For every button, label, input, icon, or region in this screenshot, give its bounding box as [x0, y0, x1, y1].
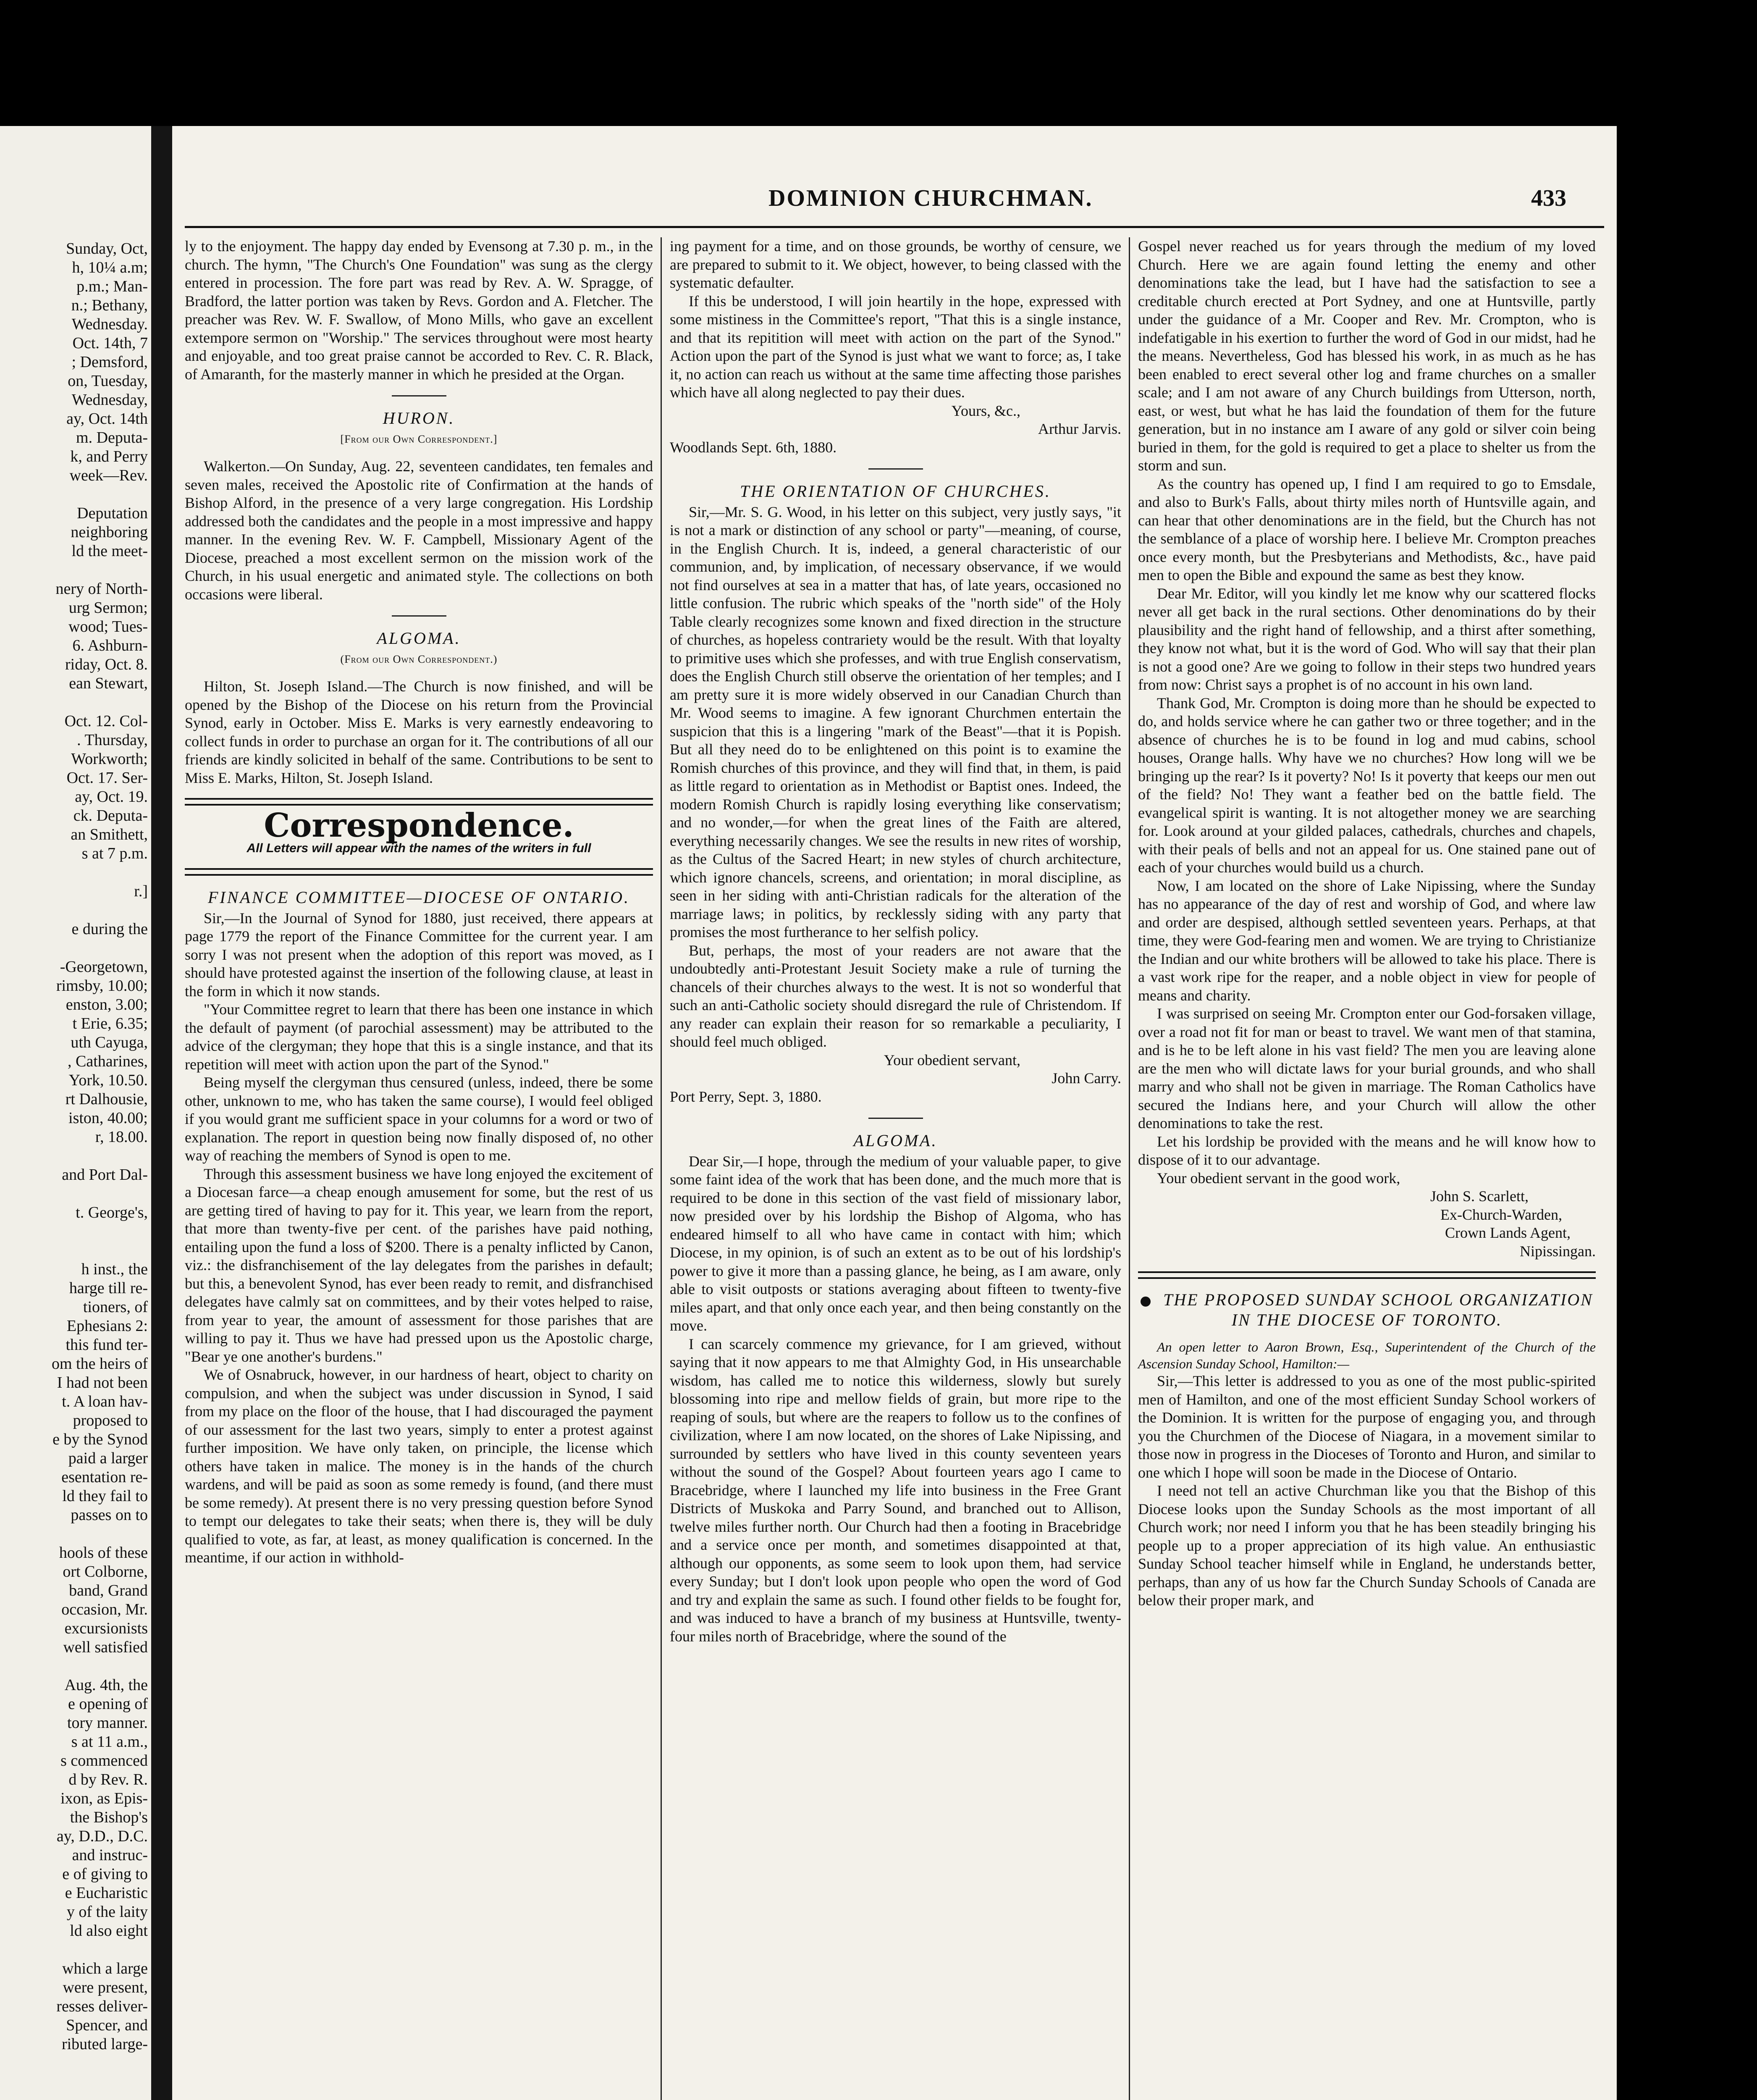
adjacent-page-line: occasion, Mr.: [61, 1601, 148, 1618]
header-rule: [185, 226, 1604, 228]
adjacent-page-line: passes on to: [71, 1506, 148, 1524]
adjacent-page-line: which a large: [62, 1960, 148, 1977]
adjacent-page-line: Sunday, Oct,: [66, 240, 148, 257]
scan-border: [1617, 126, 1757, 2100]
adjacent-page-line: Aug. 4th, the: [64, 1676, 148, 1694]
section-double-rule: [185, 868, 653, 876]
adjacent-page-line: s at 11 a.m.,: [71, 1733, 148, 1751]
adjacent-page-line: e Eucharistic: [65, 1884, 148, 1902]
section-divider: [392, 395, 446, 396]
adjacent-page-line: well satisfied: [63, 1638, 148, 1656]
adjacent-page-line: this fund ter-: [66, 1336, 148, 1354]
adjacent-page-line: I had not been: [57, 1374, 148, 1391]
column-2: [670, 237, 1121, 1646]
adjacent-page-line: Ephesians 2:: [66, 1317, 148, 1335]
adjacent-page-line: t Erie, 6.35;: [72, 1015, 148, 1032]
article-paragraph: Walkerton.—On Sunday, Aug. 22, seventeen candidates, ten females and seven males, received the Apostolic rite of Confirmation at the hands of Bishop Alford, in the presence of a very large congregation. His Lordship addressed both the candidates and the people in a most impressive and happy manner. In the evening Rev. W. F. Campbell, Missionary Agent of the Diocese, preached a most excellent sermon on the mission work of the Church, in his usual energetic and animated style. The collections on both occasions were liberal.: [185, 458, 653, 603]
letter-paragraph: Being myself the clergyman thus censured (unless, indeed, there be some other, unknown to me, who has taken the same course), I would feel obliged if you would grant me sufficient space in your columns for a word or two of explanation. The report in question being now finally disposed of, no other way of reaching the members of Synod is open to me.: [185, 1074, 653, 1164]
adjacent-page-line: Wednesday,: [71, 391, 148, 409]
page-header: [172, 185, 1617, 218]
adjacent-page-line: on, Tuesday,: [68, 372, 148, 390]
letter-paragraph: I need not tell an active Churchman like you that the Bishop of this Diocese looks upon the Sunday Schools as the most important of all Church work; nor need I inform you that he has been steadily bringing his people up to a proper appreciation of its high value. An enthusiastic Sunday School teacher himself while in England, he understands better, perhaps, than any of us how far the Church Sunday Schools of Canada are below their proper mark, and: [1138, 1482, 1596, 1609]
adjacent-page-line: ; Demsford,: [71, 353, 148, 371]
adjacent-page-line: ay, Oct. 19.: [75, 788, 148, 806]
adjacent-page-line: esentation re-: [61, 1468, 148, 1486]
adjacent-page-line: . Thursday,: [77, 731, 148, 749]
adjacent-page-line: y of the laity: [66, 1903, 148, 1921]
adjacent-page-line: e by the Synod: [52, 1431, 148, 1448]
adjacent-page-line: tioners, of: [83, 1298, 148, 1316]
column-3: [1138, 237, 1596, 1610]
letter-paragraph: We of Osnabruck, however, in our hardness of heart, object to charity on compulsion, and when the subject was under discussion in Synod, I said from my place on the floor of the house, that I had discouraged the payment of our assessment for the last two years, simply to enter a protest against further imposition. We have only taken, on principle, the license which others have taken in malice. The money is in the hands of the church wardens, and will be paid as soon as some remedy is found, (and there must be some remedy). At present there is no very pressing question before Synod to tempt our delegates to take their seats; when there is, they will be duly qualified to vote, as far, at least, as money qualification is concerned. In the meantime, if our action in withhold-: [185, 1366, 653, 1566]
correspondent-note: [From our Own Correspondent.]: [340, 433, 498, 445]
letter-closing: Yours, &c.,: [951, 402, 1020, 419]
adjacent-page-line: were present,: [63, 1979, 148, 1996]
letter-place-date: Woodlands Sept. 6th, 1880.: [670, 438, 837, 456]
adjacent-page-line: riday, Oct. 8.: [65, 656, 148, 673]
column-1: [185, 237, 653, 1567]
correspondence-note: All Letters will appear with the names of the writers in full: [247, 841, 591, 855]
adjacent-page-line: nery of North-: [55, 580, 148, 598]
adjacent-page-line: t. A loan hav-: [62, 1393, 148, 1410]
adjacent-page-line: Spencer, and: [66, 2016, 148, 2034]
section-divider: [868, 468, 923, 470]
adjacent-page-line: d by Rev. R.: [68, 1771, 148, 1788]
adjacent-page-line: n.; Bethany,: [71, 297, 148, 314]
letter-closing: Your obedient servant,: [884, 1051, 1020, 1068]
adjacent-page-line: rt Dalhousie,: [65, 1090, 148, 1108]
adjacent-page-line: e of giving to: [62, 1865, 148, 1883]
letter-heading-finance: FINANCE COMMITTEE—DIOCESE OF ONTARIO.: [208, 888, 630, 907]
adjacent-page-line: and instruc-: [72, 1846, 148, 1864]
adjacent-page-line: om the heirs of: [51, 1355, 148, 1373]
adjacent-page-line: ay, D.D., D.C.: [56, 1827, 148, 1845]
letter-paragraph: Sir,—In the Journal of Synod for 1880, just received, there appears at page 1779 the report of the Finance Committee for the current year. I am sorry I was not present when the adoption of this report was moved, as I should have protested against the insertion of the following clause, at least in the form in which it now stands.: [185, 909, 653, 1000]
section-heading-algoma: ALGOMA.: [377, 629, 461, 648]
letter-paragraph: Gospel never reached us for years through the medium of my loved Church. Here we are again found letting the enemy and other denominations take the lead, but I have had the satisfaction to see a creditable church erected at Port Sydney, and one at Huntsville, partly under the guidance of a Mr. Cooper and Rev. Mr. Crompton, who is indefatigable in his exertion to further the word of God in our midst, had he the means. Nevertheless, God has blessed his work, in as much as he has been enabled to erect several other log and frame churches on a smaller scale; and I am not aware of any Church buildings from Utterson, north, east, or west, but what he has laid the foundation of them for the future generation, but in no instance am I aware of any gold or silver coin being buried in them, for the gold is required to get a place to shelter us from the storm and sun.: [1138, 238, 1596, 474]
section-divider: [868, 1118, 923, 1119]
letter-paragraph: If this be understood, I will join heartily in the hope, expressed with some mistiness in the Committee's report, "That this is a single instance, and that its repitition will meet with action on the part of the Synod." Action upon the part of the Synod is just what we want to force; as, I take it, no action can reach us without at the same time affecting those parishes which have all along neglected to pay their dues.: [670, 292, 1121, 401]
section-divider: [392, 615, 446, 617]
letter-paragraph: "Your Committee regret to learn that there has been one instance in which the default of payment (of parochial assessment) may be attributed to the advice of the clergyman; they hope that this is a single instance, and that its repetition will meet with action upon the part of the Synod.": [185, 1001, 653, 1073]
letter-closing: Your obedient servant in the good work,: [1157, 1169, 1400, 1186]
adjacent-page-line: p.m.; Man-: [76, 278, 148, 295]
letter-paragraph: As the country has opened up, I find I am required to go to Emsdale, and also to Burk's Falls, about thirty miles north of Huntsville again, and can hear that other denominations are in the field, but the Church has not the semblance of a place of worship here. I believe Mr. Crompton preaches once every month, but the Presbyterians and Methodists, &c., have paid men to open the Bible and expound the same as best they know.: [1138, 475, 1596, 583]
letter-heading-orientation: THE ORIENTATION OF CHURCHES.: [740, 482, 1051, 501]
adjacent-page-line: h inst., the: [81, 1260, 148, 1278]
section-double-rule: [185, 798, 653, 806]
newspaper-page: [172, 126, 1617, 2100]
page-gutter: [151, 126, 172, 2100]
adjacent-page-line: e opening of: [68, 1695, 148, 1713]
adjacent-page-line: uth Cayuga,: [71, 1034, 148, 1051]
adjacent-page-line: harge till re-: [69, 1279, 148, 1297]
letter-paragraph: ing payment for a time, and on those grounds, be worthy of censure, we are prepared to submit to it. We object, however, to being classed with the systematic defaulter.: [670, 238, 1121, 291]
adjacent-page-line: Wednesday.: [71, 315, 148, 333]
adjacent-page-line: York, 10.50.: [68, 1071, 148, 1089]
adjacent-page-line: , Catharines,: [67, 1053, 148, 1070]
letter-heading-algoma: ALGOMA.: [853, 1131, 938, 1150]
adjacent-page-line: ixon, as Epis-: [60, 1790, 148, 1807]
adjacent-page-line: iston, 40.00;: [68, 1109, 148, 1127]
adjacent-page-line: an Smithett,: [71, 826, 148, 843]
adjacent-page-line: e during the: [71, 920, 148, 938]
signature-title: Ex-Church-Warden,: [1440, 1206, 1562, 1223]
adjacent-page-line: wood; Tues-: [68, 618, 148, 635]
adjacent-page-line: tory manner.: [67, 1714, 148, 1732]
adjacent-page-line: ld they fail to: [62, 1487, 148, 1505]
adjacent-page-line: band, Grand: [69, 1582, 148, 1599]
section-double-rule: [1138, 1271, 1596, 1279]
adjacent-page-line: neighboring: [71, 523, 148, 541]
adjacent-page-line: ld the meet-: [71, 542, 148, 560]
correspondent-note: (From our Own Correspondent.): [340, 653, 498, 665]
letter-signature: Arthur Jarvis.: [1038, 420, 1121, 437]
masthead-title: DOMINION CHURCHMAN.: [768, 185, 1093, 211]
letter-paragraph: I was surprised on seeing Mr. Crompton enter our God-forsaken village, over a road not fit for man or beast to travel. We want men of that stamina, and is he to be left alone in his vast field? The men you are leaving alone are the men who will dictate laws for your burial grounds, and who shall marry and who shall not be given in marriage. The Roman Catholics have secured the Indians here, and your Church will allow the other denominations to take the rest.: [1138, 1005, 1596, 1131]
adjacent-page-line: Oct. 17. Ser-: [66, 769, 148, 787]
adjacent-page-line: hools of these: [59, 1544, 148, 1562]
letter-place-date: Port Perry, Sept. 3, 1880.: [670, 1088, 822, 1105]
adjacent-page-fragment: [0, 126, 151, 2100]
column-divider: [661, 237, 662, 2100]
letter-heading-text: THE PROPOSED SUNDAY SCHOOL ORGANIZATION IN THE DIOCESE OF TORONTO.: [1163, 1290, 1593, 1329]
adjacent-page-line: resses deliver-: [56, 1998, 148, 2015]
letter-paragraph: Sir,—Mr. S. G. Wood, in his letter on this subject, very justly says, "it is not a mark or distinction of any school or party"—meaning, of course, in the English Church. It is, indeed, a general characteristic of our communion, and, by implication, of necessary observance, if we would not find ourselves at sea in a matter that has, of late years, occasioned no little confusion. The rubric which speaks of the "north side" of the Holy Table clearly recognizes some known and fixed direction in the structure of churches, as hopeless contrariety would be the result. With that loyalty to primitive uses which she professes, and with true English conservatism, does the English Church still observe the orientation of her temples; and I am pretty sure it is more widely observed in our Canadian Church than Mr. Wood seems to imagine. A few ignorant Churchmen entertain the suspicion that this is a lingering "mark of the Beast"—that it is Popish. But all they need do to be enlightened on this point is to examine the Romish churches of this province, and they will find that, in them, is paid as little regard to orientation as in Methodist or Baptist ones. Indeed, the modern Romish Church is rapidly losing everything like conservatism; and no wonder,—for when the great lines of the Faith are altered, everything necessarily changes. We see the results in new rites of worship, as the Cultus of the Sacred Heart; in new styles of church architecture, which ignore chancels, screens, and orientation; in moral discipline, as seen in her siding with anti-Christian radicals for the alteration of the marriage laws; in politics, by recklessly siding with any party that promises the most furtherance to her selfish policy.: [670, 503, 1121, 940]
adjacent-page-line: urg Sermon;: [68, 599, 148, 617]
adjacent-page-line: m. Deputa-: [76, 429, 148, 446]
adjacent-page-line: proposed to: [73, 1412, 148, 1429]
letter-paragraph: Thank God, Mr. Crompton is doing more than he should be expected to do, and holds service where he can gather two or three together; and in the absence of churches he is to be found in log and mud cabins, school houses, Orange halls. Why have we no churches? How long will we be bringing up the rear? Is it poverty? No! Is it poverty that keeps our men out of the field? No! They want a feather bed on the battle field. The evangelical spirit is wanting. It is not altogether money we are searching for. Look around at your gilded palaces, cathedrals, churches and chapels, with their peals of bells and not an appeal for us. One stained pane out of each of your churches would build us a church.: [1138, 694, 1596, 876]
letter-heading-sunday-school: [1138, 1290, 1596, 1330]
adjacent-page-line: enston, 3.00;: [66, 996, 148, 1013]
letter-paragraph: Now, I am located on the shore of Lake Nipissing, where the Sunday has no appearance of the day of rest and worship of God, and where law and order are despised, although settled seventeen years. Perhaps, at that time, they were God-fearing men and women. We are trying to Christianize the Indian and our white brothers will be allowed to take his place. There is a vast work ripe for the reaper, and a noble object in view for people of means and charity.: [1138, 877, 1596, 1004]
adjacent-page-line: Oct. 14th, 7: [72, 334, 148, 352]
adjacent-page-line: ay, Oct. 14th: [66, 410, 148, 428]
correspondence-heading: Correspondence.: [264, 806, 574, 845]
adjacent-page-line: ck. Deputa-: [73, 807, 148, 824]
adjacent-page-line: week—Rev.: [69, 467, 148, 484]
adjacent-page-line: h, 10¼ a.m;: [72, 259, 148, 276]
adjacent-page-line: Workworth;: [71, 750, 148, 768]
adjacent-page-line: r, 18.00.: [95, 1128, 148, 1146]
adjacent-page-line: t. George's,: [76, 1204, 148, 1221]
letter-paragraph: Through this assessment business we have long enjoyed the excitement of a Diocesan farce—a cheap enough amusement for some, but the rest of us are getting tired of having to pay for it. This year, we learn from the report, that more than twenty-five per cent. of the parishes have paid nothing, entailing upon the fund a loss of $200. There is a penalty inflicted by Canon, viz.: the disfranchisement of the lay delegates from the parishes in default; but this, a benevolent Synod, has ever been ready to remit, and disfranchised delegates have calmly sat on committees, and by their votes helped to raise, from year to year, the amount of assessment for those parishes that are willing to pay it. Thus we have had pressed upon us the Apostolic charge, "Bear ye one another's burdens.": [185, 1165, 653, 1365]
letter-signature: John Carry.: [1052, 1070, 1121, 1087]
letter-signature: John S. Scarlett,: [1430, 1188, 1529, 1205]
page-number: 433: [1531, 185, 1566, 211]
adjacent-page-line: -Georgetown,: [60, 958, 148, 976]
adjacent-page-line: Deputation: [77, 504, 148, 522]
letter-paragraph: Dear Sir,—I hope, through the medium of your valuable paper, to give some faint idea of the work that has been done, and the much more that is required to be done in this section of the vast field of missionary labor, now presided over by his lordship the Bishop of Algoma, who has endeared himself to all who have came in contact with him; which Diocese, in my opinion, is of such an extent as to be out of his lordship's power to give it more than a passing glance, he being, as I am aware, only able to visit outposts or stations averaging about fifteen to twenty-five miles apart, and that only once each year, and then being constantly on the move.: [670, 1152, 1121, 1334]
letter-paragraph: Dear Mr. Editor, will you kindly let me know why our scattered flocks never all get back in the rural sections. Other denominations do by their plausibility and the right hand of fellowship, and a thirst after something, they know not what, but it is the word of God. Who will say that their plan is not a good one? Are we going to follow in their steps two hundred years from now: Christ says a prophet is of no account in his own land.: [1138, 585, 1596, 693]
signature-title: Crown Lands Agent,: [1445, 1224, 1571, 1241]
adjacent-page-line: rimsby, 10.00;: [56, 977, 148, 995]
letter-paragraph: I can scarcely commence my grievance, for I am grieved, without saying that it now appears to me that Almighty God, in His unsearchable wisdom, has called me to notice this wilderness, slowly but surely blossoming into ripe and mellow fields of grain, but more ripe to the reaping of souls, but where are the reapers to follow us to the confines of civilization, where I am now located, on the shores of Lake Nipissing, and surrounded by settlers who have lived in this county seventeen years without the sound of the Gospel? About fourteen years ago I came to Bracebridge, where I launched my life into business in the Free Grant Districts of Muskoka and Parry Sound, and branched out to Allison, twelve miles further north. Our Church had then a footing in Bracebridge and a service once per month, and sometimes disappointed at that, although our opponents, as some seem to look upon them, had service every Sunday; but I don't look upon people who open the word of God and try and explain the same as such. I found other fields to be fought for, and was induced to have a branch of my business at Huntsville, twenty-four miles north of Bracebridge, where the sound of the: [670, 1335, 1121, 1645]
adjacent-page-line: ributed large-: [61, 2035, 148, 2053]
adjacent-page-line: r.]: [134, 882, 148, 900]
letter-paragraph: But, perhaps, the most of your readers are not aware that the undoubtedly anti-Protestant Jesuit Society make a rule of turning the chancels of their churches always to the west. It is not so wonderful that such an anti-Catholic society should disregard the rule of Christendom. If any reader can explain their reason for so remarkable a peculiarity, I should feel much obliged.: [670, 942, 1121, 1050]
adjacent-page-line: paid a larger: [68, 1449, 148, 1467]
article-paragraph: ly to the enjoyment. The happy day ended by Evensong at 7.30 p. m., in the church. The hymn, "The Church's One Foundation" was sung as the clergy entered in procession. The fore part was read by Rev. A. W. Spragge, of Bradford, the latter portion was taken by Revs. Gordon and A. Fletcher. The preacher was Rev. W. F. Swallow, of Mono Mills, who gave an excellent extempore sermon on "Worship." The services throughout were most hearty and enjoyable, and too great praise cannot be accorded to Rev. C. R. Black, of Amaranth, for the masterly manner in which he presided at the Organ.: [185, 238, 653, 383]
adjacent-page-line: Oct. 12. Col-: [64, 712, 148, 730]
adjacent-page-line: the Bishop's: [70, 1809, 148, 1826]
adjacent-page-line: 6. Ashburn-: [72, 637, 148, 654]
adjacent-page-line: and Port Dal-: [62, 1166, 148, 1184]
signature-location: Nipissingan.: [1519, 1242, 1596, 1260]
article-paragraph: Hilton, St. Joseph Island.—The Church is now finished, and will be opened by the Bishop of the Diocese on his return from the Provincial Synod, early in October. Miss E. Marks is very earnestly endeavoring to collect funds in order to purchase an organ for it. The contributions of all our friends are kindly solicited in behalf of the same. Contributions to be sent to Miss E. Marks, Hilton, St. Joseph Island.: [185, 678, 653, 786]
adjacent-page-line: ean Stewart,: [69, 675, 148, 692]
adjacent-page-line: s commenced: [60, 1752, 148, 1769]
letter-paragraph: Let his lordship be provided with the means and he will know how to dispose of it to our advantage.: [1138, 1133, 1596, 1168]
column-divider: [1129, 237, 1130, 2100]
adjacent-page-line: ort Colborne,: [63, 1563, 148, 1580]
letter-intro: An open letter to Aaron Brown, Esq., Superintendent of the Church of the Ascension Sunday School, Hamilton:—: [1138, 1339, 1596, 1371]
adjacent-page-line: k, and Perry: [70, 448, 148, 465]
adjacent-page-line: s at 7 p.m.: [81, 845, 148, 862]
bullet-icon: [1141, 1297, 1151, 1307]
section-heading-huron: HURON.: [383, 409, 455, 428]
letter-paragraph: Sir,—This letter is addressed to you as one of the most public-spirited men of Hamilton, and one of the most efficient Sunday School workers of the Dominion. It is written for the purpose of engaging you, and through you the Churchmen of the Diocese of Niagara, in a movement similar to those now in progress in the Dioceses of Toronto and Huron, and similar to one which I hope will soon be made in the Diocese of Ontario.: [1138, 1373, 1596, 1481]
adjacent-page-line: ld also eight: [70, 1922, 148, 1940]
adjacent-page-line: excursionists: [64, 1620, 148, 1637]
